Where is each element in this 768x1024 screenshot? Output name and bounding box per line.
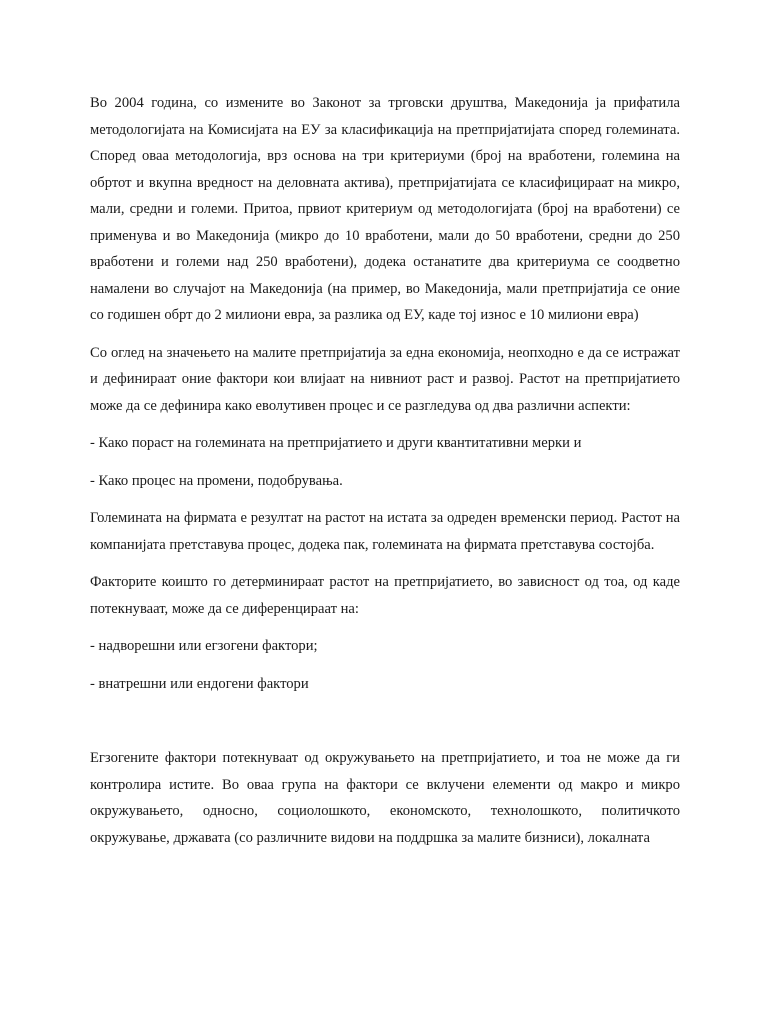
list-item-size-growth: - Како пораст на големината на претпријатието и други квантитативни мерки и [90, 435, 582, 451]
list-item-process-change: - Како процес на промени, подобрувања. [90, 472, 343, 489]
list-item-internal-factors: - внатрешни или ендогени фактори [90, 675, 309, 692]
paragraph-firm-size: Големината на фирмата е резултат на растот на истата за одреден временски период. Растот на компанијата претставува процес, додека пак, големината на фирмата претставува состојба. [90, 510, 680, 553]
paragraph-growth-factors-intro: Со оглед на значењето на малите претпријатија за една економија, неопходно е да се истражат и дефинираат оние фактори кои влијаат на нивниот раст и развој. Растот на претпријатието може да се дефинира како еволутивен процес и се разгледува од два различни аспекти: [90, 344, 680, 414]
document-body [90, 90, 680, 862]
list-item-external-factors: - надворешни или егзогени фактори; [90, 638, 318, 654]
paragraph-factor-origin: Факторите коишто го детерминираат растот на претпријатието, во зависност од тоа, од каде потекнуваат, може да се диференцираат на: [90, 574, 680, 617]
paragraph-exogenous-factors: Егзогените фактори потекнуваат од окружувањето на претпријатието, и тоа не може да ги контролира истите. Во оваа група на фактори се вклучени елементи од макро и микро окружувањето, односно, социолошкото, економското, технолошкото, политичкото окружување, државата (со различните видови на поддршка за малите бизниси), локалната [90, 750, 680, 846]
blank-line [90, 708, 680, 745]
paragraph-sme-classification: Во 2004 година, со измените во Законот за трговски друштва, Македонија ја прифатила методологијата на Комисијата на ЕУ за класификација на претпријатијата според големината. Според оваа методологија, врз основа на три критериуми (број на вработени, големина на обртот и вкупна вредност на деловната актива), претпријатијата се класифицираат на микро, мали, средни и големи. Притоа, првиот критериум од методологијата (број на вработени) се применува и во Македонија (микро до 10 вработени, мали до 50 вработени, средни до 250 вработени и големи над 250 вработени), додека останатите два критериума се соодветно намалени во случајот на Македонија (на пример, во Македонија, мали претпријатија се оние со годишен обрт до 2 милиони евра, за разлика од ЕУ, каде тој износ е 10 милиони евра) [90, 95, 680, 323]
